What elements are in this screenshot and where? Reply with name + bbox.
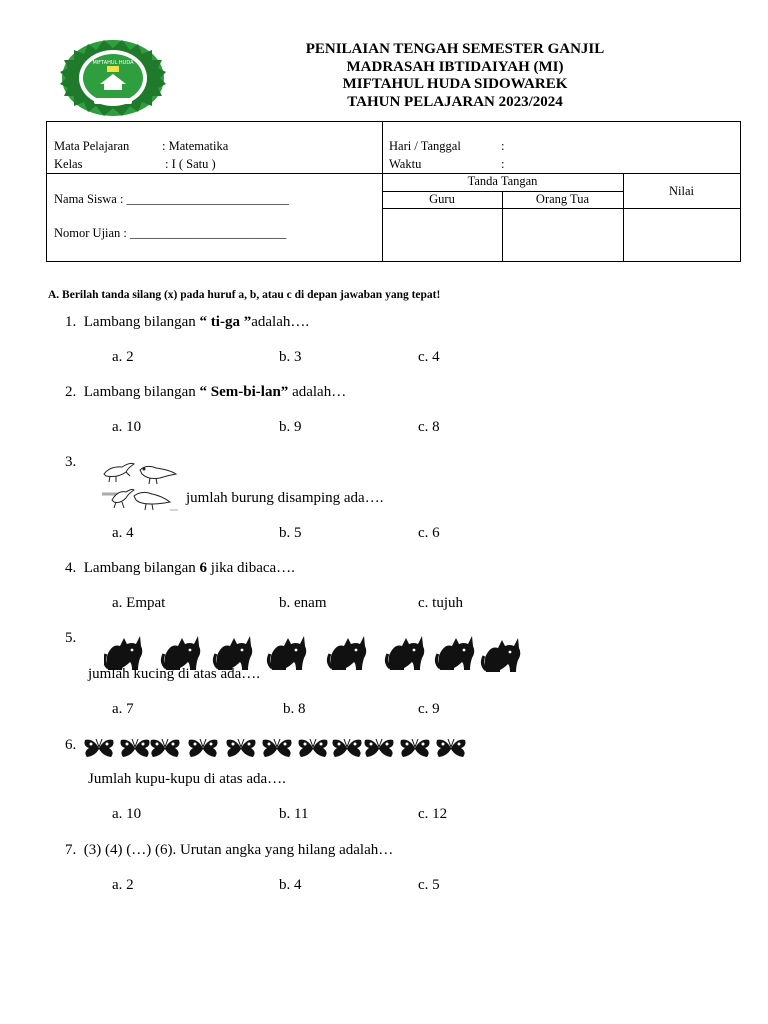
butterfly-icon [227,739,256,757]
option-1a[interactable]: a. 2 [112,349,134,365]
table-divider [382,208,740,209]
butterfly-icon [121,739,150,757]
option-7c[interactable]: c. 5 [418,877,440,893]
cat-icon [436,636,474,670]
mapel-label: Mata Pelajaran [54,139,130,153]
option-5b[interactable]: b. 8 [283,701,306,717]
option-5c[interactable]: c. 9 [418,701,440,717]
butterfly-icon [299,739,328,757]
question-text: Lambang bilangan [83,560,200,576]
butterfly-icon [437,739,466,757]
cat-icon [268,636,306,670]
question-text: (3) (4) (…) (6). Urutan angka yang hilang adalah… [83,842,394,858]
option-4b[interactable]: b. enam [279,595,327,611]
butterfly-icon [365,739,394,757]
option-6c[interactable]: c. 12 [418,806,448,822]
question-number: 7. [65,842,77,858]
cat-icon [328,636,366,670]
question-text: Jumlah kupu-kupu di atas ada…. [88,771,286,787]
mapel-value: : Matematika [162,139,229,153]
waktu-label: Waktu [389,157,422,171]
option-4c[interactable]: c. tujuh [418,595,463,611]
hari-label: Hari / Tanggal [389,139,461,153]
logo-text: MIFTAHUL HUDA [92,60,134,66]
butterfly-icon [189,739,218,757]
question-1 [65,313,309,331]
question-text: jumlah burung disamping ada…. [186,490,384,506]
title-line-4: TAHUN PELAJARAN 2023/2024 [347,94,563,110]
tanda-tangan-header: Tanda Tangan [467,174,538,188]
butterfly-icon [333,739,362,757]
guru-header: Guru [429,192,455,206]
question-emphasis: “ Sem-bi-lan” [199,384,289,400]
question-number: 5. [65,630,77,646]
butterfly-icon [85,739,114,757]
question-number: 6. [65,737,77,753]
option-6b[interactable]: b. 11 [279,806,309,822]
option-5a[interactable]: a. 7 [112,701,134,717]
option-6a[interactable]: a. 10 [112,806,142,822]
bird-icon [102,489,134,508]
nilai-header: Nilai [669,184,694,198]
kelas-label: Kelas [54,157,83,171]
cat-icon [386,636,424,670]
nama-siswa-field[interactable]: Nama Siswa : __________________________ [54,192,290,206]
waktu-value: : [501,157,505,171]
butterfly-icon [263,739,292,757]
hari-value: : [501,139,505,153]
butterfly-icon [401,739,430,757]
question-number: 3. [65,454,77,470]
question-text: jumlah kucing di atas ada…. [88,666,261,682]
school-logo [60,38,166,118]
cat-icon [482,638,520,672]
option-4a[interactable]: a. Empat [112,595,166,611]
question-text: Lambang bilangan [83,314,200,330]
title-line-3: MIFTAHUL HUDA SIDOWAREK [342,76,568,92]
birds-picture [100,458,182,514]
title-line-2: MADRASAH IBTIDAIYAH (MI) [346,59,564,75]
question-emphasis: “ ti-ga ” [199,314,252,330]
nomor-ujian-field[interactable]: Nomor Ujian : _________________________ [54,226,287,240]
option-1b[interactable]: b. 3 [279,349,302,365]
question-text: adalah… [288,384,347,400]
option-2a[interactable]: a. 10 [112,419,142,435]
question-2 [65,383,346,401]
bird-icon [140,466,176,484]
question-text: Lambang bilangan [83,384,200,400]
bird-icon [134,492,178,510]
option-3c[interactable]: c. 6 [418,525,440,541]
option-3a[interactable]: a. 4 [112,525,134,541]
option-2b[interactable]: b. 9 [279,419,302,435]
butterflies-picture [83,737,473,759]
question-text: adalah…. [251,314,310,330]
question-emphasis: 6 [199,560,208,576]
info-table [46,121,741,262]
option-7a[interactable]: a. 2 [112,877,134,893]
butterfly-icon [151,739,180,757]
orang-tua-header: Orang Tua [535,192,590,206]
bird-icon [104,463,134,482]
option-3b[interactable]: b. 5 [279,525,302,541]
title-line-1: PENILAIAN TENGAH SEMESTER GANJIL [305,41,605,57]
instruction: A. Berilah tanda silang (x) pada huruf a, b, atau c di depan jawaban yang tepat! [48,289,441,301]
question-number: 1. [65,314,77,330]
kelas-value: : I ( Satu ) [165,157,216,171]
question-4 [65,559,295,577]
question-text: jika dibaca…. [207,560,295,576]
option-7b[interactable]: b. 4 [279,877,302,893]
question-7 [65,841,393,859]
question-number: 4. [65,560,77,576]
option-2c[interactable]: c. 8 [418,419,440,435]
option-1c[interactable]: c. 4 [418,349,440,365]
question-number: 2. [65,384,77,400]
